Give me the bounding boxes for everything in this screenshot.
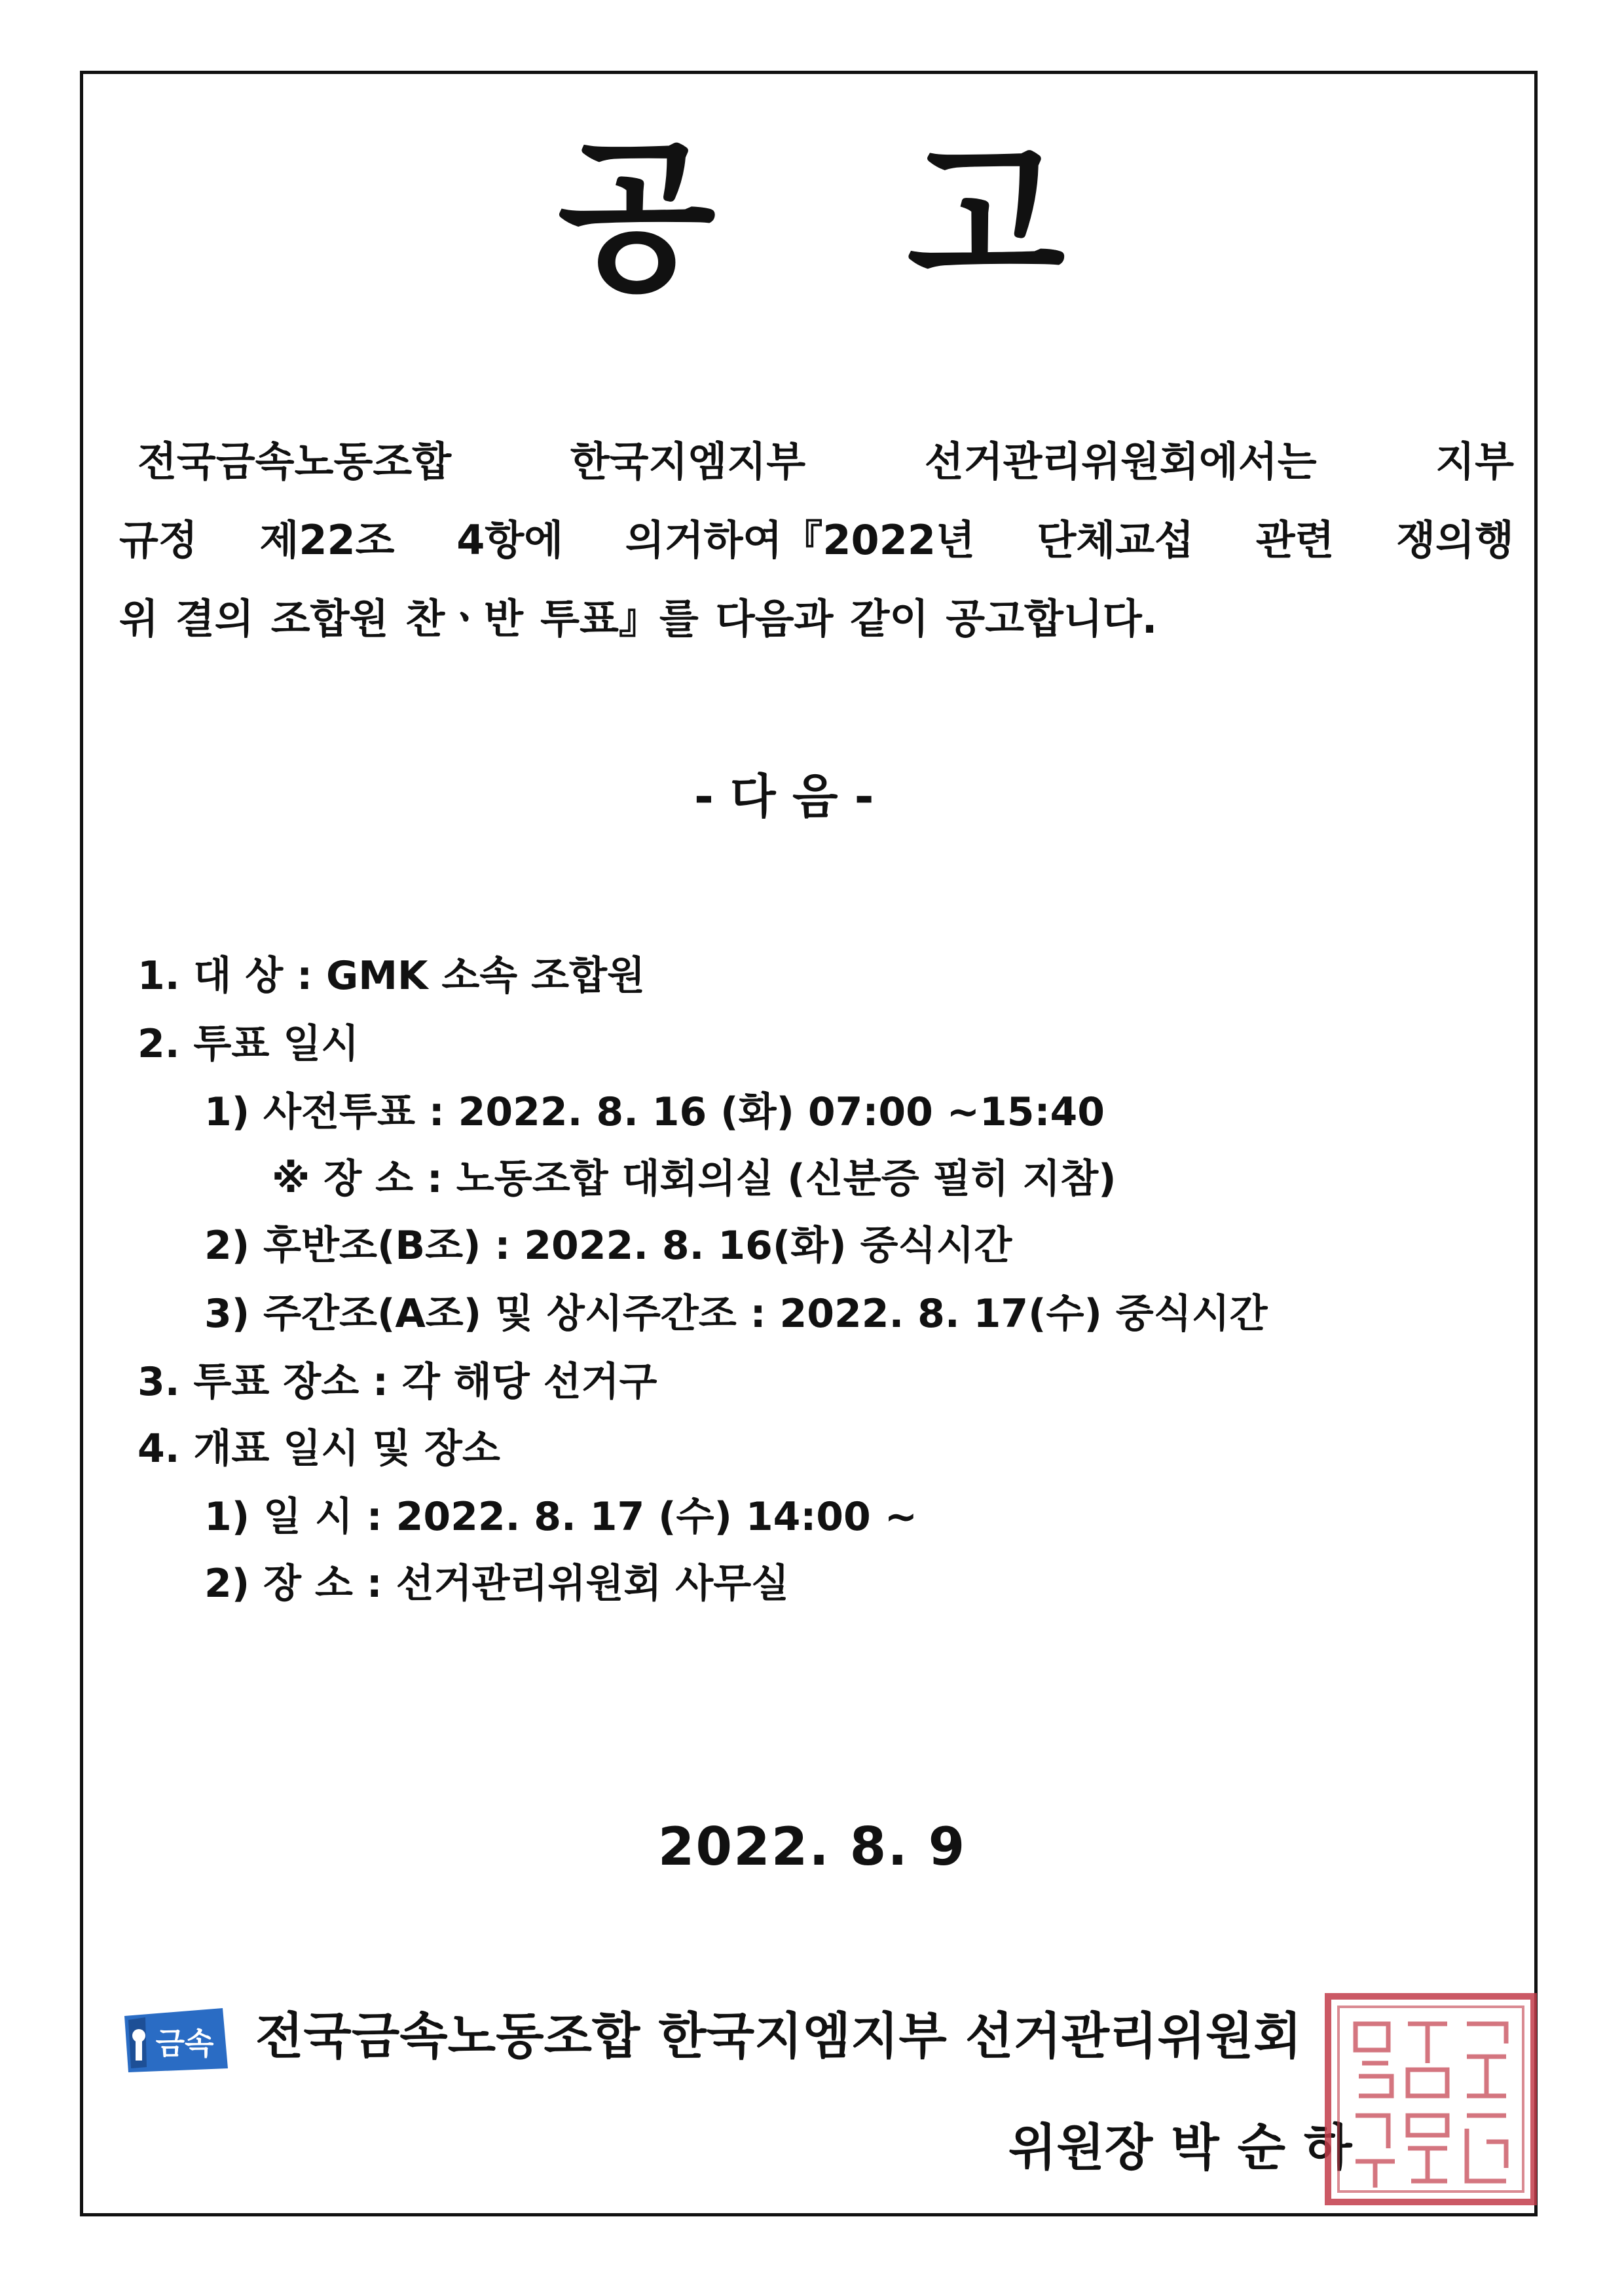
org-part: 한국지엠지부 [658, 2007, 947, 2065]
organization-name [255, 2004, 1320, 2069]
title-char-1: 공 [557, 122, 717, 313]
intro-paragraph [119, 422, 1514, 658]
official-seal [1323, 1991, 1539, 2207]
intro-word: 단체교섭 [1037, 516, 1194, 564]
item-vote-date: 2. 투표 일시 [138, 1021, 360, 1067]
item-count-date: 1) 일 시 : 2022. 8. 17 (수) 14:00 ~ [204, 1494, 917, 1540]
item-count: 4. 개표 일시 및 장소 [138, 1426, 500, 1472]
chair-name-2: 순 [1237, 2118, 1286, 2176]
item-early-vote-place: ※ 장 소 : 노동조합 대회의실 (신분증 필히 지참) [272, 1156, 1116, 1202]
intro-line-3 [119, 580, 1514, 658]
intro-word: 공고합니다. [946, 595, 1158, 643]
intro-word: 찬ㆍ반 [405, 595, 524, 643]
intro-word: 의거하여『2022년 [625, 516, 975, 564]
intro-word: 쟁의행 [1396, 516, 1514, 564]
intro-word: 규정 [119, 516, 198, 564]
intro-word: 지부 [1435, 438, 1514, 485]
chairperson [1008, 2116, 1371, 2180]
intro-line-1 [119, 422, 1514, 501]
item-vote-place: 3. 투표 장소 : 각 해당 선거구 [138, 1359, 657, 1405]
intro-word: 제22조 [259, 516, 395, 564]
chair-name-1: 박 [1171, 2118, 1219, 2176]
title-char-2: 고 [907, 122, 1067, 313]
intro-word: 위 [119, 595, 158, 643]
intro-word: 관련 [1255, 516, 1335, 564]
org-part: 전국금속노동조합 [255, 2007, 640, 2065]
item-target: 1. 대 상 : GMK 소속 조합원 [138, 953, 646, 999]
intro-word: 다음과 [715, 595, 834, 643]
section-heading [0, 769, 1624, 824]
union-logo [119, 2004, 231, 2076]
intro-word: 4항에 [456, 516, 564, 564]
intro-word: 투표』를 [540, 595, 699, 643]
intro-line-2 [119, 501, 1514, 580]
section-heading-left: - 다 [694, 769, 776, 824]
intro-word: 같이 [850, 595, 929, 643]
intro-word: 한국지엠지부 [570, 438, 806, 485]
page-title [0, 122, 1624, 313]
org-part: 선거관리위원회 [965, 2007, 1302, 2065]
item-early-vote: 1) 사전투표 : 2022. 8. 16 (화) 07:00 ~15:40 [204, 1089, 1105, 1135]
item-day-shift: 3) 주간조(A조) 및 상시주간조 : 2022. 8. 17(수) 중식시간 [204, 1291, 1268, 1337]
chair-title: 위원장 [1008, 2118, 1153, 2176]
notice-date: 2022. 8. 9 [657, 1816, 967, 1877]
intro-word: 조합원 [270, 595, 389, 643]
item-late-shift: 2) 후반조(B조) : 2022. 8. 16(화) 중식시간 [204, 1223, 1012, 1269]
section-heading-right: 음 - [792, 769, 874, 824]
page-border [80, 71, 1538, 2216]
intro-word: 결의 [175, 595, 254, 643]
logo-text: 금속 [155, 2026, 214, 2061]
intro-word: 선거관리위원회에서는 [924, 438, 1317, 485]
item-count-place: 2) 장 소 : 선거관리위원회 사무실 [204, 1561, 790, 1607]
chair-name-3: 하 [1304, 2118, 1352, 2176]
intro-word: 전국금속노동조합 [138, 438, 452, 485]
